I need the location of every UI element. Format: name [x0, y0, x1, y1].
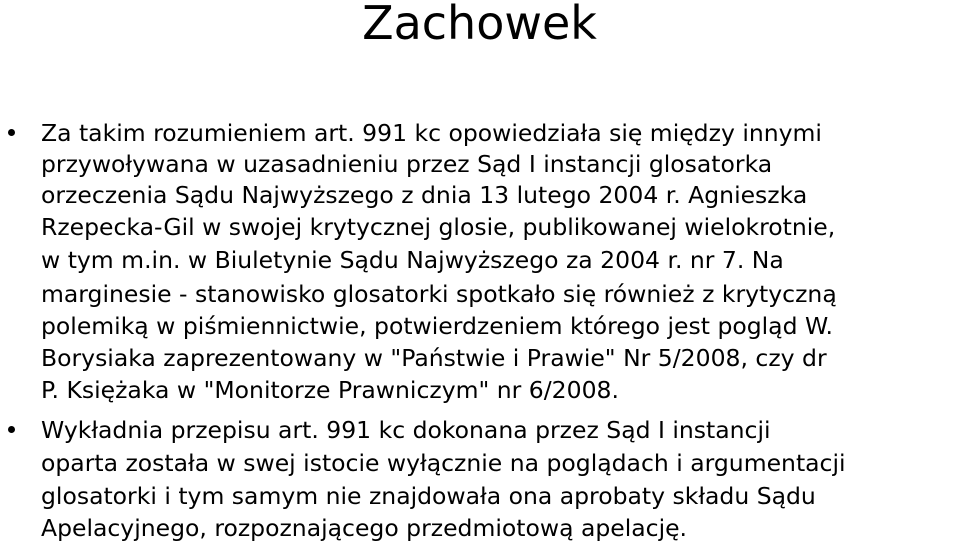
bullet-2-line-3: glosatorki i tym samym nie znajdowała ona aprobaty składu Sądu: [41, 482, 816, 510]
bullet-2-line-2: oparta została w swej istocie wyłącznie na poglądach i argumentacji: [41, 449, 846, 477]
bullet-1-line-3: orzeczenia Sądu Najwyższego z dnia 13 lutego 2004 r. Agnieszka: [41, 181, 808, 209]
bullet-1-line-2: przywoływana w uzasadnieniu przez Sąd I instancji glosatorka: [41, 150, 773, 178]
bullet-1-line-7: polemiką w piśmiennictwie, potwierdzeniem którego jest pogląd W.: [41, 312, 833, 340]
bullet-1-line-9: P. Księżaka w "Monitorze Prawniczym" nr 6/2008.: [41, 376, 619, 404]
bullet-1-line-8: Borysiaka zaprezentowany w "Państwie i Prawie" Nr 5/2008, czy dr: [41, 344, 827, 372]
bullet-2-line-1: Wykładnia przepisu art. 991 kc dokonana przez Sąd I instancji: [41, 416, 771, 444]
bullet-dot-icon: [8, 426, 15, 433]
bullet-1-line-4: Rzepecka-Gil w swojej krytycznej glosie, publikowanej wielokrotnie,: [41, 213, 836, 241]
bullet-1-line-1: Za takim rozumieniem art. 991 kc opowiedziała się między innymi: [41, 119, 822, 147]
bullet-1-line-6: marginesie - stanowisko glosatorki spotkało się również z krytyczną: [41, 280, 837, 308]
bullet-2-line-4: Apelacyjnego, rozpoznającego przedmiotową apelację.: [41, 514, 688, 542]
bullet-1-line-5: w tym m.in. w Biuletynie Sądu Najwyższego za 2004 r. nr 7. Na: [41, 246, 784, 274]
slide-title: Zachowek: [362, 0, 597, 50]
bullet-dot-icon: [8, 129, 15, 136]
